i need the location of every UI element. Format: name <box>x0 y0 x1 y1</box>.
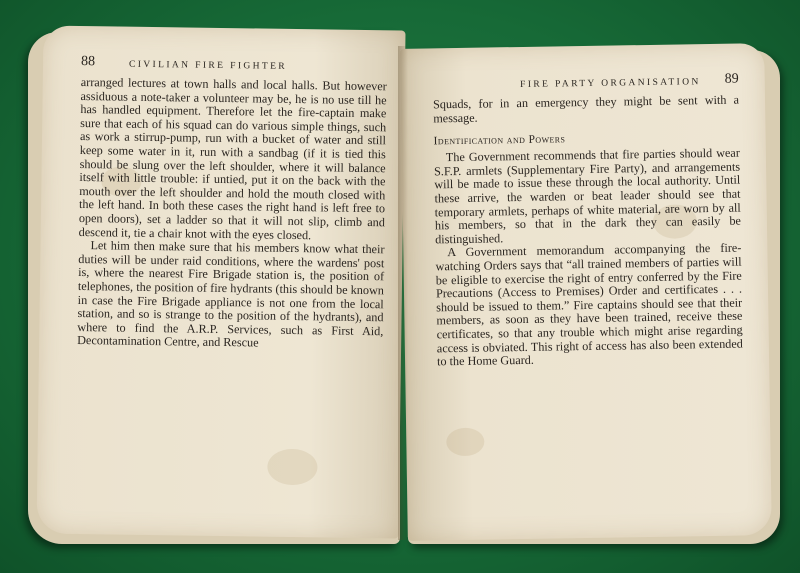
left-page-body <box>77 76 387 352</box>
paragraph: Let him then make sure that his members know what their duties will be under raid conditions, where the wardens' post is, where the nearest Fire Brigade station is, the position of telephones, the position of fire hydrants (this should be known in case the Fire Brigade appliance is not one from the local station, and so is strange to the position of the hydrants), and where to find the A.R.P. Services, such as First Aid, Decontamination Centre, and Rescue <box>77 238 385 350</box>
left-page <box>36 25 405 538</box>
paragraph: The Government recommends that fire parties should wear S.F.P. armlets (Supplementary Fire Party), and arrangements will be made to issue these through the local authority. Until these arrive, the warden or beat leader should see that temporary armlets, perhaps of white material, are worn by all his members, so that in the dark they can easily be distinguished. <box>433 145 742 247</box>
running-head: FIRE PARTY ORGANISATION <box>520 77 701 91</box>
paragraph: arranged lectures at town halls and local halls. But however assiduous a note-taker a volunteer may be, he is no use till he has handled equipment. Therefore let the fire-captain make sure that each of his squad can do various simple things, such as work a stirrup-pump, run with a bucket of water and still keep some water in it, run with a sandbag (if it is tied this should be slung over the left shoulder, where it will balance itself with little trouble: if untied, put it on the back with the mouth over the left shoulder and hold the mouth closed with the left hand. In both these cases the right hand is left free to open doors), set a ladder so that it will not slip, climb and descend it, tie a chair knot with the eyes closed. <box>78 75 387 242</box>
page-number: 89 <box>724 71 739 87</box>
paragraph: A Government memorandum accompanying the fire-watching Orders says that “all trained members of parties will be eligible to exercise the right of entry conferred by the Fire Precautions (Access to Premises) Order and certificates . . . should be issued to them.” Fire captains should see that their members, as soon as they have been trained, receive these certificates, so that any trouble which might arise regarding access is obviated. This right of access has also been extended to the Home Guard. <box>435 240 743 369</box>
left-page-header <box>81 54 387 80</box>
left-page-content <box>77 54 387 352</box>
running-head: CIVILIAN FIRE FIGHTER <box>128 59 288 72</box>
paper-stain <box>267 449 317 486</box>
book-gutter <box>398 46 408 540</box>
paper-stain <box>446 428 484 457</box>
right-page-body <box>433 94 743 369</box>
section-heading: Identification and Powers <box>433 133 566 148</box>
right-page-content <box>433 72 744 369</box>
booklet <box>28 22 780 550</box>
right-page <box>400 43 772 541</box>
page-number: 88 <box>80 54 96 70</box>
paragraph: Squads, for in an emergency they might be sent with a message. <box>432 92 740 125</box>
